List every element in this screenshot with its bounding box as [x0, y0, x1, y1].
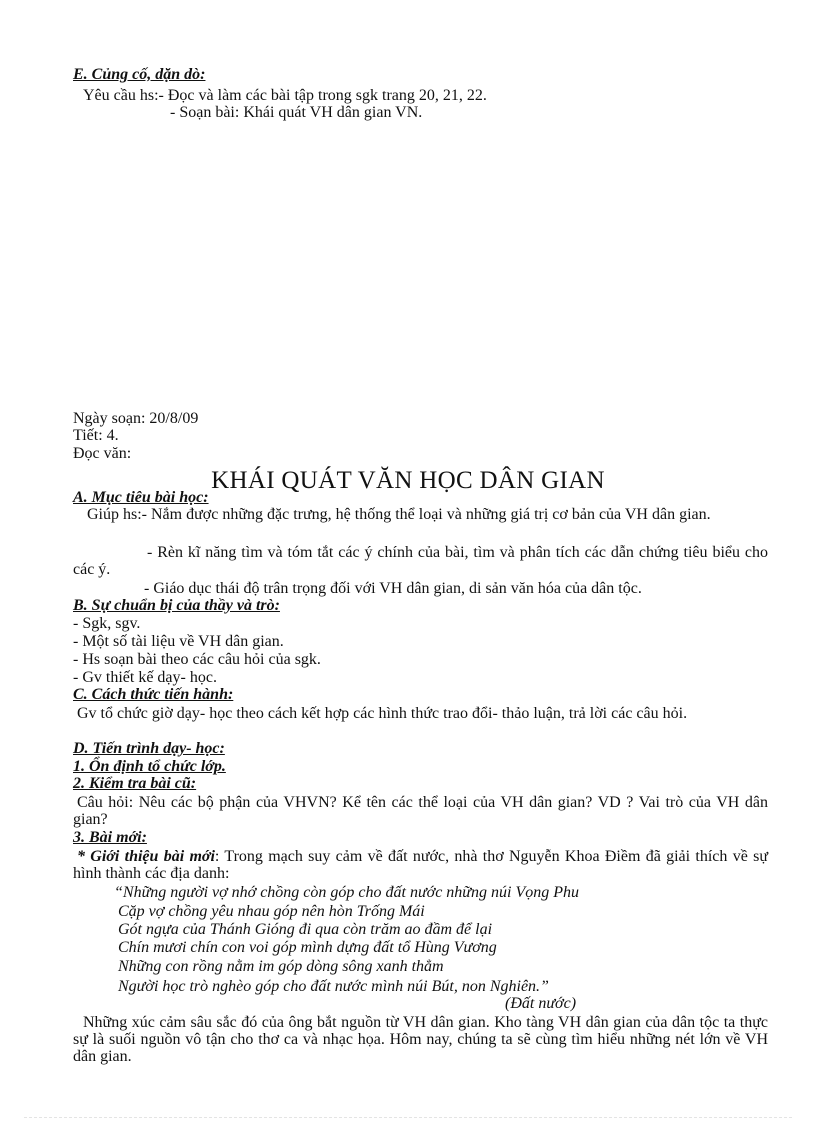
poem-line: Những con rồng nằm im góp dòng sông xanh thẳm [118, 958, 444, 975]
list-item: - Một số tài liệu về VH dân gian. [73, 633, 284, 650]
poem-line: Chín mươi chín con voi góp mình dựng đất tổ Hùng Vương [118, 939, 497, 956]
section-d-sub-1: 1. Ổn định tổ chức lớp. [73, 758, 226, 775]
lesson-date: Ngày soạn: 20/8/09 [73, 410, 199, 427]
list-item: - Hs soạn bài theo các câu hỏi của sgk. [73, 651, 321, 668]
section-c-heading: C. Cách thức tiến hành: [73, 686, 234, 703]
intro-paragraph [73, 848, 768, 882]
intro-text: : Trong mạch suy cảm về đất nước, nhà thơ Nguyễn Khoa Điềm đã giải thích về sự hình thành các địa danh: [73, 848, 768, 882]
poem-line: Cặp vợ chồng yêu nhau góp nên hòn Trống Mái [118, 903, 425, 920]
section-d-sub-3: 3. Bài mới: [73, 829, 147, 846]
section-e-line-1: Yêu cầu hs:- Đọc và làm các bài tập trong sgk trang 20, 21, 22. [83, 87, 487, 104]
poem-source: (Đất nước) [505, 995, 577, 1012]
section-a-paragraph-1: Giúp hs:- Nắm được những đặc trưng, hệ thống thể loại và những giá trị cơ bản của VH dân gian. [87, 506, 711, 523]
closing-paragraph: Những xúc cảm sâu sắc đó của ông bắt nguồn từ VH dân gian. Kho tàng VH dân gian của dân tộc ta thực sự là suối nguồn vô tận cho thơ ca và nhạc họa. Hôm nay, chúng ta sẽ cùng tìm hiểu những nét lớn về VH dân gian. [73, 1014, 768, 1065]
list-item: - Sgk, sgv. [73, 615, 141, 632]
section-e-heading: E. Củng cố, dặn dò: [73, 66, 206, 83]
list-item: - Gv thiết kế dạy- học. [73, 669, 217, 686]
section-d-sub-2: 2. Kiểm tra bài cũ: [73, 775, 197, 792]
section-a-paragraph-3: - Giáo dục thái độ trân trọng đối với VH dân gian, di sản văn hóa của dân tộc. [144, 580, 642, 597]
lesson-subject: Đọc văn: [73, 445, 132, 462]
lesson-period: Tiết: 4. [73, 427, 119, 444]
section-a-paragraph-2: - Rèn kĩ năng tìm và tóm tắt các ý chính của bài, tìm và phân tích các dẫn chứng tiêu biểu cho các ý. [73, 544, 768, 578]
review-question: Câu hỏi: Nêu các bộ phận của VHVN? Kể tên các thể loại của VH dân gian? VD ? Vai trò của VH dân gian? [73, 794, 768, 828]
page-bottom-rule [24, 1117, 792, 1118]
poem-line: Gót ngựa của Thánh Gióng đi qua còn trăm ao đầm để lại [118, 921, 493, 938]
section-e-line-2: - Soạn bài: Khái quát VH dân gian VN. [170, 104, 423, 121]
intro-label: * Giới thiệu bài mới [77, 848, 215, 865]
section-d-heading: D. Tiến trình dạy- học: [73, 740, 225, 757]
section-a-heading: A. Mục tiêu bài học: [73, 489, 209, 506]
poem-line: “Những người vợ nhớ chồng còn góp cho đất nước những núi Vọng Phu [114, 884, 580, 901]
page-title: KHÁI QUÁT VĂN HỌC DÂN GIAN [211, 467, 605, 494]
section-b-heading: B. Sự chuẩn bị của thầy và trò: [73, 597, 280, 614]
section-c-text: Gv tổ chức giờ dạy- học theo cách kết hợp các hình thức trao đổi- thảo luận, trả lời các câu hỏi. [77, 705, 688, 722]
poem-line: Người học trò nghèo góp cho đất nước mình núi Bút, non Nghiên.” [118, 978, 549, 995]
